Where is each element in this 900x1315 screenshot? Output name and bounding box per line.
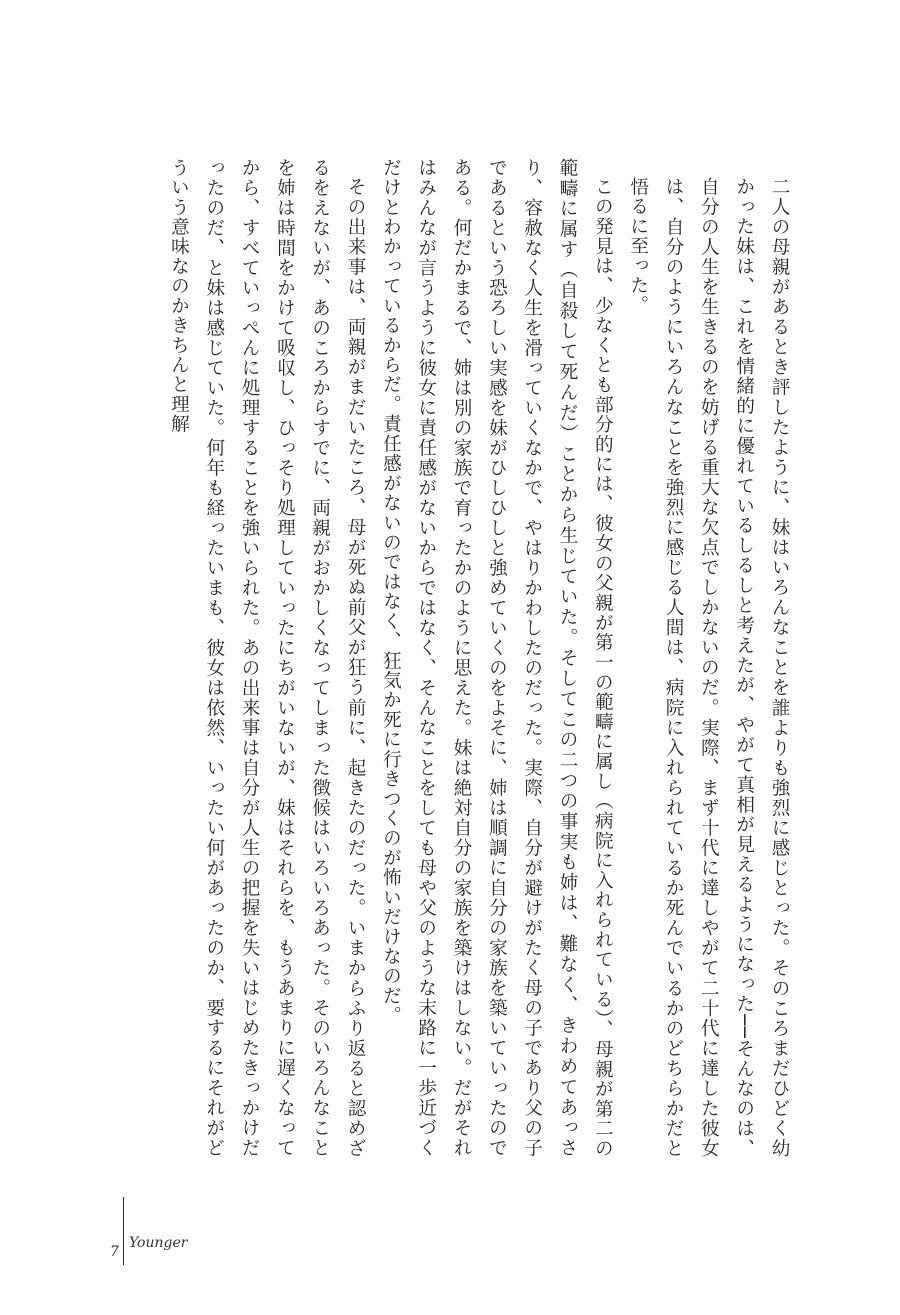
paragraph-2: この発見は、少なくとも部分的には、彼女の父親が第一の範疇に属し（病院に入れられている）、母親が第二の範疇に属す（自殺して死んだ）ことから生じていた。そしてこの二つの事実も姉は、難なく、きわめてあっさり、容赦なく人生を滑っていくなかで、やはりかわしたのだった。実際、自分が避けがたく母の子であり父の子であるという恐ろしい実感を妹がひしひしと強めていくのをよそに、姉は順調に自分の家族を築いていったのである。何だかまるで、姉は別の家族で育ったかのように思えた。妹は絶対自分の家族を築けはしない。だがそれはみんなが言うように彼女に責任感がないからではなく、そんなことをしても母や父のような末路に一歩近づくだけとわかっているからだ。責任感がないのではなく、狂気か死に行きつくのが怖いだけなのだ。 bbox=[380, 158, 614, 1158]
paragraph-3: その出来事は、両親がまだいたころ、母が死ぬ前父が狂う前に、起きたのだった。いまからふり返ると認めざるをえないが、あのころからすでに、両親がおかしくなってしまった徴候はいろいろあった。そのいろんなことを姉は時間をかけて吸収し、ひっそり処理していったにちがいないが、妹はそれらを、もうあまりに遅くなってから、すべていっぺんに処理することを強いられた。あの出来事は自分が人生の把握を失いはじめたきっかけだったのだ、と妹は感じていた。何年も経ったいまも、彼女は依然、いったい何があったのか、要するにそれがどういう意味なのかきちんと理解 bbox=[168, 158, 367, 1158]
page-number: 7 bbox=[110, 1244, 119, 1260]
paragraph-1: 二人の母親があるとき評したように、妹はいろんなことを誰よりも強烈に感じとった。そのころまだひどく幼かった妹は、これを情緒的に優れているしるしと考えたが、やがて真相が見えるようになった──そんなのは、自分の人生を生きるのを妨げる重大な欠点でしかないのだ。実際、まず十代に達しやがて二十代に達した彼女は、自分のようにいろんなことを強烈に感じる人間は、病院に入れられているか死んでいるかのどちらかだと悟るに至った。 bbox=[627, 176, 790, 1158]
body-text bbox=[100, 158, 797, 1158]
footer-rule bbox=[123, 1197, 124, 1265]
running-title: Younger bbox=[129, 1235, 188, 1251]
